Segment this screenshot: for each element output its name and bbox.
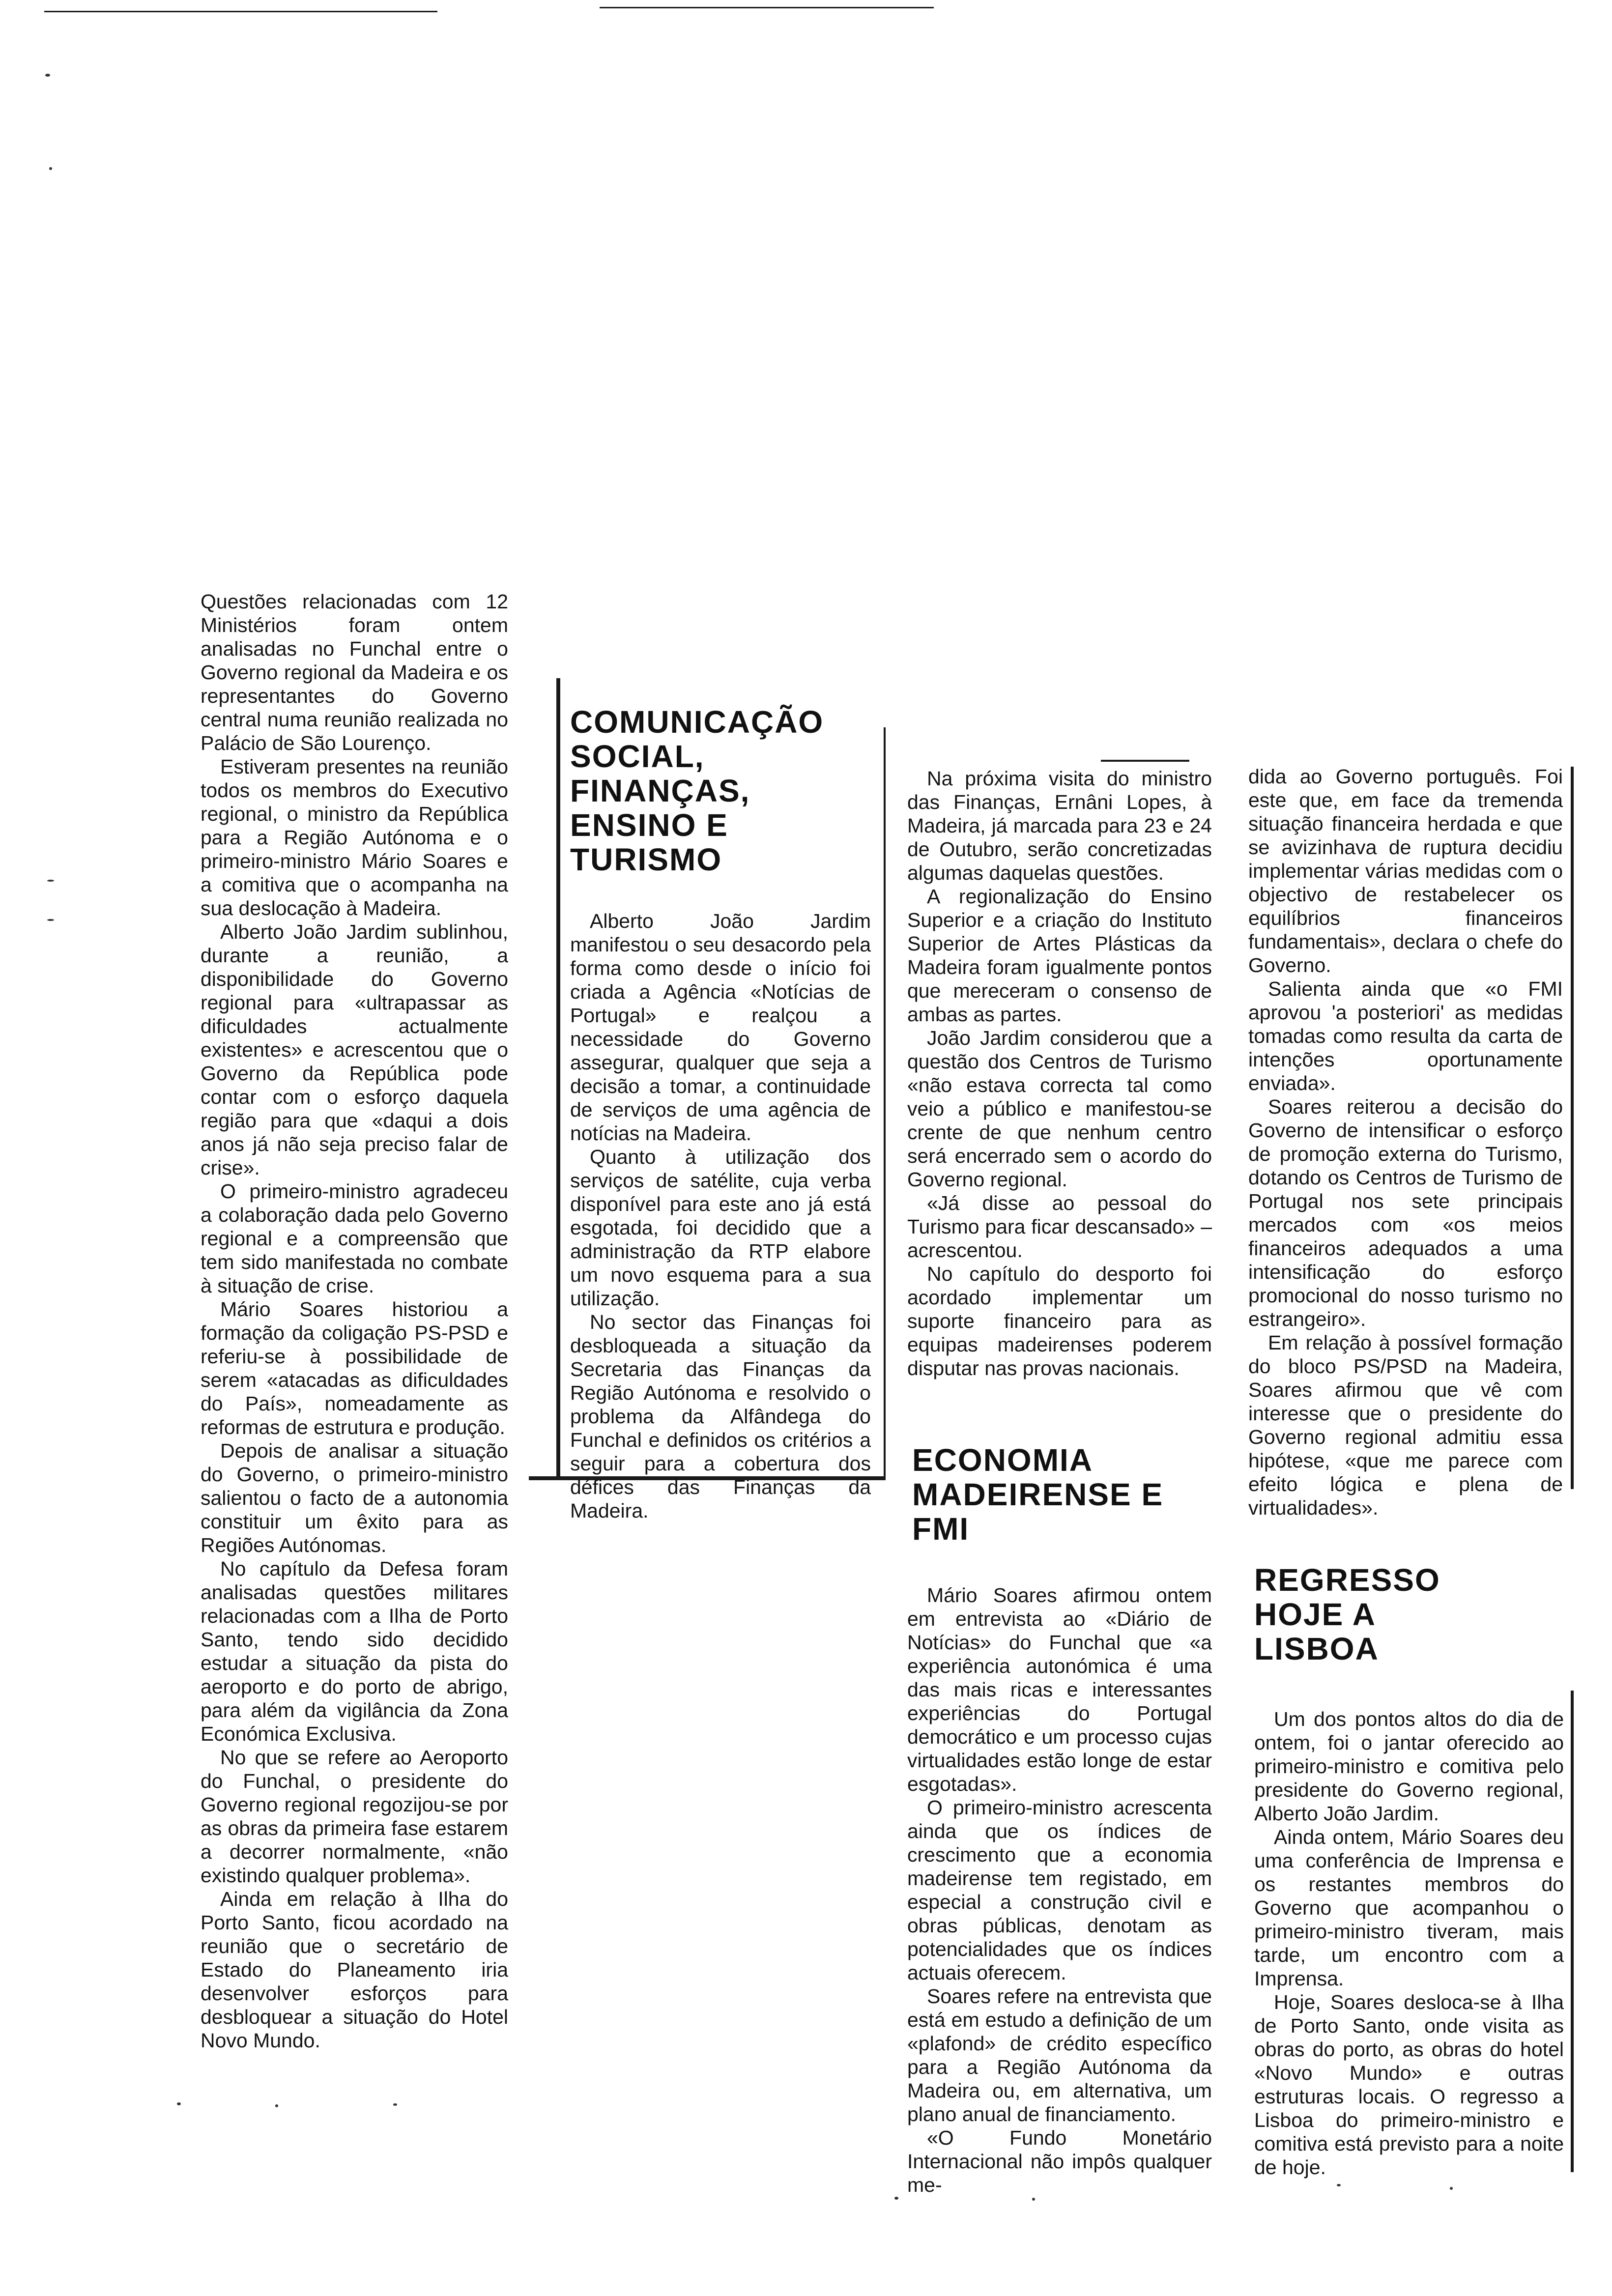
article-column-3b [907,1583,1212,2197]
top-rule-left [44,11,437,12]
article-paragraph: No capítulo do desporto foi acordado implementar um suporte financeiro para as equipas madeirenses poderem disputar nas provas nacionais. [907,1263,1212,1379]
article-paragraph: Soares reiterou a decisão do Governo de intensificar o esforço de promoção externa do Turismo, dotando os Centros de Turismo de Portugal nos sete principais mercados com «os meios financeiros adequados a uma intensificação do esforço promocional do nosso turismo no estrangeiro». [1248,1095,1563,1330]
article-paragraph: Ainda em relação à Ilha do Porto Santo, ficou acordado na reunião que o secretário de Estado do Planeamento iria desenvolver esforços para desbloquear a situação do Hotel Novo Mundo. [201,1888,508,2052]
top-rule-right [600,7,934,8]
section-headline-economia: ECONOMIA MADEIRENSE E FMI [912,1442,1164,1547]
article-column-2 [570,909,871,1522]
article-paragraph: Quanto à utilização dos serviços de satélite, cuja verba disponível para este ano já está esgotada, foi decidido que a administração da RTP elabore um novo esquema para a sua utilização. [570,1146,871,1310]
article-paragraph: João Jardim considerou que a questão dos Centros de Turismo «não estava correcta tal como veio a público e manifestou-se crente de que nenhum centro será encerrado sem o acordo do Governo regional. [907,1027,1212,1191]
article-paragraph: dida ao Governo português. Foi este que, em face da tremenda situação financeira herdada e que se avizinhava de ruptura decidiu implementar várias medidas com o objectivo de restabelecer os equilíbrios financeiros fundamentais», declara o chefe do Governo. [1248,765,1563,976]
article-paragraph: No que se refere ao Aeroporto do Funchal, o presidente do Governo regional regozijou-se por as obras da primeira fase estarem a decorrer normalmente, «não existindo qualquer problema». [201,1746,508,1887]
article-paragraph: Alberto João Jardim manifestou o seu desacordo pela forma como desde o início foi criada a Agência «Notícias de Portugal» e realçou a necessidade do Governo assegurar, qualquer que seja a decisão a tomar, a continuidade de serviços de uma agência de notícias na Madeira. [570,910,871,1145]
article-column-4b [1254,1707,1564,2179]
scan-speck [49,167,52,170]
article-paragraph: Salienta ainda que «o FMI aprovou 'a posteriori' as medidas tomadas como resulta da carta de intenções oportunamente enviada». [1248,977,1563,1094]
article-paragraph: Estiveram presentes na reunião todos os membros do Executivo regional, o ministro da República para a Região Autónoma e o primeiro-ministro Mário Soares e a comitiva que o acompanha na sua deslocação à Madeira. [201,755,508,919]
article-column-4 [1248,765,1563,1520]
scan-speck [45,74,50,77]
scan-speck [1450,2187,1453,2190]
article-paragraph: Soares refere na entrevista que está em estudo a definição de um «plafond» de crédito específico para a Região Autónoma da Madeira ou, em alternativa, um plano anual de financiamento. [907,1985,1212,2125]
article-paragraph: O primeiro-ministro agradeceu a colaboração dada pelo Governo regional e a compreensão que tem sido manifestada no combate à situação de crise. [201,1180,508,1297]
column-3-top-mark [1101,760,1189,762]
article-paragraph: Em relação à possível formação do bloco PS/PSD na Madeira, Soares afirmou que vê com interesse que o presidente do Governo regional admitiu essa hipótese, «que me parece com efeito lógica e plena de virtualidades». [1248,1331,1563,1519]
article-paragraph: Um dos pontos altos do dia de ontem, foi o jantar oferecido ao primeiro-ministro e comitiva pelo presidente do Governo regional, Alberto João Jardim. [1254,1708,1564,1825]
article-paragraph: Ainda ontem, Mário Soares deu uma conferência de Imprensa e os restantes membros do Governo que acompanhou o primeiro-ministro tiveram, mais tarde, um encontro com a Imprensa. [1254,1826,1564,1990]
box-left-rule [556,678,560,1479]
article-paragraph: A regionalização do Ensino Superior e a criação do Instituto Superior de Artes Plásticas da Madeira foram igualmente pontos que mereceram o consenso de ambas as partes. [907,885,1212,1026]
article-paragraph: No capítulo da Defesa foram analisadas questões militares relacionadas com a Ilha de Porto Santo, tendo sido decidido estudar a situação da pista do aeroporto e do porto de abrigo, para além da vigilância da Zona Económica Exclusiva. [201,1557,508,1745]
article-column-1 [201,590,508,2052]
article-paragraph: Alberto João Jardim sublinhou, durante a reunião, a disponibilidade do Governo regional para «ultrapassar as dificuldades actualmente existentes» e acrescentou que o Governo da República pode contar com o esforço daquela região para que «daqui a dois anos já não seja preciso falar de crise». [201,920,508,1179]
article-paragraph: O primeiro-ministro acrescenta ainda que os índices de crescimento que a economia madeirense tem registado, em especial a construção civil e obras públicas, denotam as potencialidades que os índices actuais oferecem. [907,1796,1212,1984]
scan-speck [393,2103,397,2106]
section-headline-comunicacao: COMUNICAÇÃO SOCIAL, FINANÇAS, ENSINO E TURISMO [570,704,824,877]
article-paragraph: «O Fundo Monetário Internacional não impôs qualquer me- [907,2126,1212,2196]
column-4b-right-rule [1571,1691,1574,2172]
scan-speck [894,2197,898,2200]
article-paragraph: Hoje, Soares desloca-se à Ilha de Porto Santo, onde visita as obras do porto, as obras do hotel «Novo Mundo» e outras estruturas locais. O regresso a Lisboa do primeiro-ministro e comitiva está previsto para a noite de hoje. [1254,1991,1564,2179]
section-headline-regresso: REGRESSO HOJE A LISBOA [1254,1562,1440,1666]
article-paragraph: Na próxima visita do ministro das Finanças, Ernâni Lopes, à Madeira, já marcada para 23 e 24 de Outubro, serão concretizadas algumas daquelas questões. [907,767,1212,884]
scan-speck [47,919,54,921]
scan-speck [177,2102,181,2105]
article-paragraph: No sector das Finanças foi desbloqueada a situação da Secretaria das Finanças da Região Autónoma e resolvido o problema da Alfândega do Funchal e definidos os critérios a seguir para a cobertura dos défices das Finanças da Madeira. [570,1311,871,1522]
box-right-rule [884,727,886,1479]
article-paragraph: Questões relacionadas com 12 Ministérios foram ontem analisadas no Funchal entre o Governo regional da Madeira e os representantes do Governo central numa reunião realizada no Palácio de São Lourenço. [201,590,508,754]
article-paragraph: «Já disse ao pessoal do Turismo para ficar descansado» – acrescentou. [907,1192,1212,1262]
column-4-right-rule [1571,767,1574,1489]
scan-speck [1032,2198,1035,2201]
article-paragraph: Mário Soares afirmou ontem em entrevista ao «Diário de Notícias» do Funchal que «a experiência autonómica é uma das mais ricas e interessantes experiências do Portugal democrático e um processo cujas virtualidades estão longe de estar esgotadas». [907,1584,1212,1795]
article-paragraph: Depois de analisar a situação do Governo, o primeiro-ministro salientou o facto de a autonomia constituir um êxito para as Regiões Autónomas. [201,1439,508,1556]
article-column-3 [907,767,1212,1380]
scan-speck [275,2104,278,2107]
scan-speck [47,880,54,882]
article-paragraph: Mário Soares historiou a formação da coligação PS-PSD e referiu-se à possibilidade de serem «atacadas as dificuldades do País», nomeadamente as reformas de estrutura e produção. [201,1298,508,1438]
scan-speck [1337,2184,1341,2186]
